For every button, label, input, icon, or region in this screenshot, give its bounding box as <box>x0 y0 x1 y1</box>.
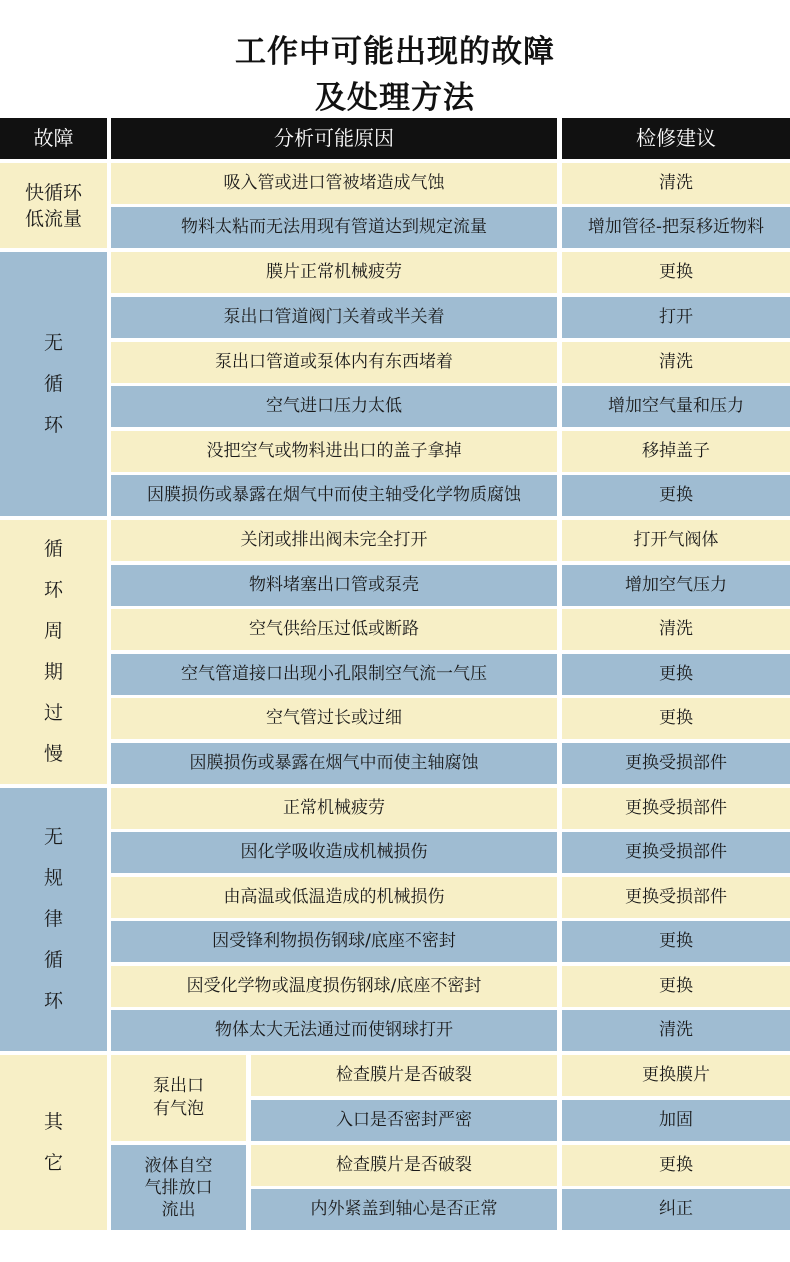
advice-cell: 清洗 <box>562 163 790 204</box>
cause-cell: 因膜损伤或暴露在烟气中而使主轴腐蚀 <box>111 743 557 784</box>
advice-cell: 纠正 <box>562 1189 790 1230</box>
cause-cell: 空气进口压力太低 <box>111 386 557 427</box>
cause-cell: 由高温或低温造成的机械损伤 <box>111 877 557 918</box>
advice-cell: 更换受损部件 <box>562 877 790 918</box>
advice-cell: 清洗 <box>562 609 790 650</box>
fault-label: 期 <box>43 661 63 683</box>
cause-cell: 泵出口管道或泵体内有东西堵着 <box>111 342 557 383</box>
cause-cell: 因受锋利物损伤钢球/底座不密封 <box>111 921 557 962</box>
fault-label: 周 <box>43 620 63 642</box>
fault-label: 环 <box>43 413 63 436</box>
advice-cell: 打开 <box>562 297 790 338</box>
advice-cell: 更换受损部件 <box>562 832 790 873</box>
advice-cell: 更换 <box>562 475 790 516</box>
fault-label: 循 <box>43 538 63 560</box>
subcategory-cell <box>111 1145 246 1230</box>
advice-cell: 增加管径-把泵移近物料 <box>562 207 790 248</box>
fault-cell-no-cycle <box>0 252 107 516</box>
advice-cell: 打开气阀体 <box>562 520 790 561</box>
advice-cell: 移掉盖子 <box>562 431 790 472</box>
cause-cell: 没把空气或物料进出口的盖子拿掉 <box>111 431 557 472</box>
fault-cell-other <box>0 1055 107 1230</box>
cause-cell: 正常机械疲劳 <box>111 788 557 829</box>
cause-cell: 物料太粘而无法用现有管道达到规定流量 <box>111 207 557 248</box>
cause-cell: 检查膜片是否破裂 <box>251 1145 557 1186</box>
advice-cell: 加固 <box>562 1100 790 1141</box>
page-title-line2: 及处理方法 <box>315 80 475 116</box>
fault-label: 低流量 <box>24 207 82 230</box>
subcategory-cell <box>111 1055 246 1141</box>
fault-label: 律 <box>43 908 63 930</box>
fault-label: 慢 <box>43 743 63 765</box>
subcategory-label: 气排放口 <box>144 1177 213 1198</box>
fault-cell-slow-cycle <box>0 520 107 784</box>
cause-cell: 吸入管或进口管被堵造成气蚀 <box>111 163 557 204</box>
fault-label: 环 <box>43 579 63 601</box>
fault-cell-irregular-cycle <box>0 788 107 1051</box>
fault-label: 循 <box>43 372 63 395</box>
cause-cell: 入口是否密封严密 <box>251 1100 557 1141</box>
subcategory-label: 流出 <box>161 1199 196 1220</box>
subcategory-label: 泵出口 <box>153 1076 204 1096</box>
cause-cell: 物料堵塞出口管或泵壳 <box>111 565 557 606</box>
advice-cell: 更换 <box>562 698 790 739</box>
advice-cell: 更换 <box>562 921 790 962</box>
cause-cell: 空气管道接口出现小孔限制空气流一气压 <box>111 654 557 695</box>
fault-label: 无 <box>43 826 63 848</box>
fault-label: 快循环 <box>24 181 82 204</box>
advice-cell: 清洗 <box>562 1010 790 1051</box>
fault-label: 过 <box>43 702 63 724</box>
cause-cell: 因化学吸收造成机械损伤 <box>111 832 557 873</box>
cause-cell: 关闭或排出阀未完全打开 <box>111 520 557 561</box>
header-fault: 故障 <box>0 118 107 159</box>
cause-cell: 膜片正常机械疲劳 <box>111 252 557 293</box>
advice-cell: 更换膜片 <box>562 1055 790 1096</box>
cause-cell: 检查膜片是否破裂 <box>251 1055 557 1096</box>
fault-label: 循 <box>43 949 63 971</box>
advice-cell: 更换受损部件 <box>562 788 790 829</box>
advice-cell: 增加空气压力 <box>562 565 790 606</box>
subcategory-label: 液体自空 <box>144 1155 213 1176</box>
fault-label: 它 <box>43 1151 63 1174</box>
advice-cell: 更换 <box>562 654 790 695</box>
fault-label: 其 <box>43 1110 63 1133</box>
advice-cell: 更换 <box>562 966 790 1007</box>
fault-label: 规 <box>43 867 63 889</box>
page-title-line1: 工作中可能出现的故障 <box>235 34 555 70</box>
subcategory-label: 有气泡 <box>153 1099 204 1119</box>
cause-cell: 因受化学物或温度损伤钢球/底座不密封 <box>111 966 557 1007</box>
advice-cell: 增加空气量和压力 <box>562 386 790 427</box>
fault-cell-fast-cycle <box>0 163 107 248</box>
fault-label: 无 <box>43 331 63 354</box>
cause-cell: 物体太大无法通过而使钢球打开 <box>111 1010 557 1051</box>
cause-cell: 泵出口管道阀门关着或半关着 <box>111 297 557 338</box>
cause-cell: 空气管过长或过细 <box>111 698 557 739</box>
advice-cell: 更换 <box>562 252 790 293</box>
advice-cell: 更换 <box>562 1145 790 1186</box>
cause-cell: 因膜损伤或暴露在烟气中而使主轴受化学物质腐蚀 <box>111 475 557 516</box>
fault-label: 环 <box>43 990 63 1012</box>
advice-cell: 清洗 <box>562 342 790 383</box>
header-advice: 检修建议 <box>562 118 790 159</box>
header-cause: 分析可能原因 <box>111 118 557 159</box>
cause-cell: 内外紧盖到轴心是否正常 <box>251 1189 557 1230</box>
cause-cell: 空气供给压过低或断路 <box>111 609 557 650</box>
advice-cell: 更换受损部件 <box>562 743 790 784</box>
